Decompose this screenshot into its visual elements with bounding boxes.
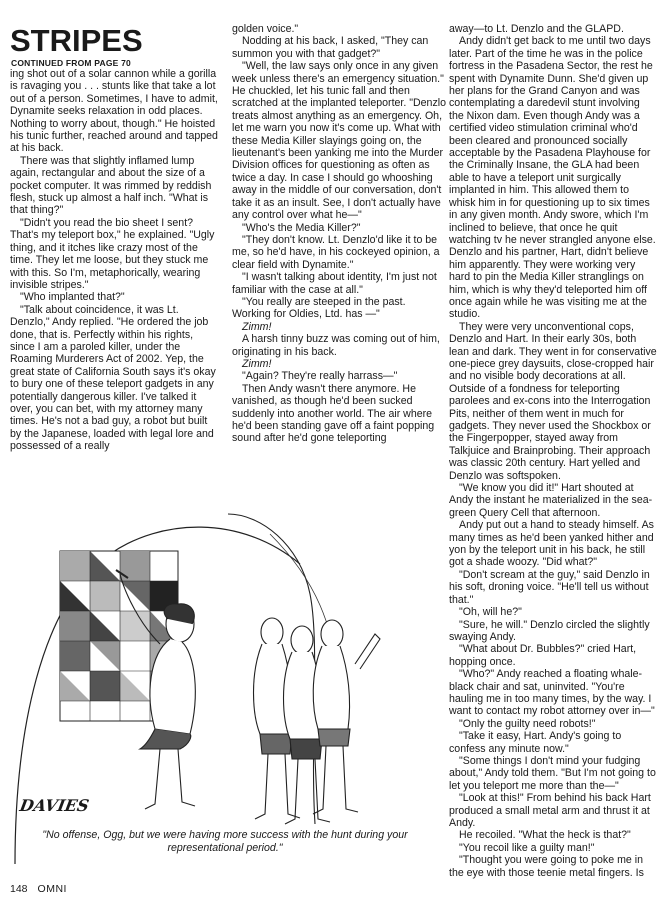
paragraph: "Oh, will he?" <box>459 606 522 619</box>
paragraph: away—to Lt. Denzlo and the GLAPD. <box>449 23 624 35</box>
paragraph: Andy didn't get back to me until two days later. Part of the time he was in the police fortress in the Pasadena Sector, the rest he spent with Dynamite Dunn. She'd given up her plans for the Grand Canyon and was contemplating a daredevil stunt involving the Nixon dam. Even though Andy was a certified video stimulation criminal who'd been cleared and pronounced socially acceptable by the Pasadena Playhouse for the Criminally Insane, the GLA had been able to have a teleport unit surgically implanted in him. This allowed them to whisk him in for questioning up to six times in any given month. Andy swore, which I'm inclined to believe, that once he quit watching tv he never strangled anyone else. Denzlo and his partner, Hart, didn't believe him apparently. They were working very hard to pin the Media Killer stranglings on him, which is why they'd teleported him off once again while he was visiting me at the studio. <box>449 35 656 321</box>
paragraph: "Who's the Media Killer?" <box>242 221 361 234</box>
paragraph: "Who implanted that?" <box>20 291 125 304</box>
artist-signature: DAVIES <box>18 796 91 815</box>
article-title: STRIPES <box>10 23 143 58</box>
paragraph: "Take it easy, Hart. Andy's going to confess any minute now." <box>449 730 622 755</box>
continued-from-note: CONTINUED FROM PAGE 70 <box>11 58 131 68</box>
paragraph: "Well, the law says only once in any given week unless there's an emergency situation." He chuckled, let his tunic fall and then scratched at the implanted teleporter. "Denzlo treats almost anything as an emergency. Oh, let me warn you now it's come up. What with these Media Killer slayings going on, the lieutenant's been yanking me into the Murder Division offices for questioning as often as twice a day. In case I should go whooshing away in the middle of our conversation, don't take it as an insult. See, I don't actually have any control over what he—" <box>232 60 446 222</box>
paragraph: "You really are steeped in the past. Working for Oldies, Ltd. has —" <box>232 295 406 321</box>
paragraph: Zimm! <box>242 320 272 333</box>
page-number: 148 <box>10 883 28 895</box>
paragraph: Andy put out a hand to steady himself. As many times as he'd been yanked hither and yon by the teleport unit in his back, he still got a shade woozy. "Did what?" <box>449 519 654 569</box>
paragraph: There was that slightly inflamed lump again, rectangular and about the size of a pocket computer. It was rimmed by reddish flesh, stuck up almost a half inch. "What is that thing?" <box>10 154 212 217</box>
paragraph: golden voice." <box>232 23 299 35</box>
text-column-2 <box>232 23 447 445</box>
paragraph: "Who?" Andy reached a floating whale-black chair and sat, uninvited. "You're hauling me in too many times, by the way. I want to contact my robot attorney over in—" <box>449 668 655 718</box>
paragraph: Nodding at his back, I asked, "They can summon you with that gadget?" <box>232 35 429 60</box>
paragraph: ing shot out of a solar cannon while a gorilla is ravaging you . . . stunts like that take a lot out of a person. Sometimes, I have to admit, Dynamite seeks relaxation in odd places. Nothing to worry about, though." He hoisted his tunic further, reached around and tapped at his back. <box>10 68 218 155</box>
paragraph: "I wasn't talking about identity, I'm just not familiar with the case at all." <box>232 271 437 296</box>
paragraph: "Talk about coincidence, it was Lt. Denzlo," Andy replied. "He ordered the job done, that is. Perfectly within his rights, since I am a paroled killer, under the Roaming Murderers Act of 2002. Yep, the great state of California South says it's okay to bury one of these teleport gadgets in any potentially dangerous killer. I've talked it over, you can bet, with my attorney many times. He's not a bad guy, a robot but built by the Japanese, loaded with legal lore and possessed of a really <box>10 303 216 453</box>
paragraph: "Some things I don't mind your fudging about," Andy told them. "But I'm not going to let you teleport me more than the—" <box>449 754 656 792</box>
paragraph: "What about Dr. Bubbles?" cried Hart, hopping once. <box>449 643 637 668</box>
paragraph: "Again? They're really harrass—" <box>242 370 398 383</box>
paragraph: "We know you did it!" Hart shouted at Andy the instant he materialized in the sea-green Query Cell that afternoon. <box>449 482 653 519</box>
paragraph: A harsh tinny buzz was coming out of him, originating in his back. <box>232 333 440 358</box>
paragraph: "Thought you were going to poke me in the eye with those teenie metal fingers. Is <box>449 854 644 879</box>
cartoon-caption: "No offense, Ogg, but we were having more success with the hunt during your representational period." <box>42 829 408 854</box>
paragraph: "Look at this!" From behind his back Hart produced a small metal arm and thrust it at Andy. <box>449 792 651 829</box>
text-column-3 <box>449 23 657 879</box>
paragraph: "Only the guilty need robots!" <box>459 717 596 730</box>
magazine-name: OMNI <box>37 883 67 895</box>
paragraph: Then Andy wasn't there anymore. He vanished, as though he'd been sucked suddenly into another world. The air where he'd been standing gave off a faint popping sound after he'd gone teleporting <box>232 382 435 445</box>
text-column-1 <box>10 68 218 453</box>
onlooker-cavemen <box>254 618 381 824</box>
paragraph: "Don't scream at the guy," said Denzlo in his soft, droning voice. "He'll tell us without that." <box>449 568 650 606</box>
paragraph: "You recoil like a guilty man!" <box>459 841 595 854</box>
paragraph: "They don't know. Lt. Denzlo'd like it to be me, so he'd have, in his cockeyed opinion, a clear field with Dynamite." <box>232 233 440 271</box>
page-footer <box>10 883 67 895</box>
paragraph: They were very unconventional cops, Denzlo and Hart. In their early 30s, both lean and dark. They went in for conservative one-piece grey daysuits, close-cropped hair and no visible body decorations at all. Outside of a fondness for teleporting parolees and ex-cons into the Interrogation Pits, neither of them went in much for gadgets. They never used the Shockbox or the Fingerpopper, stayed away from Talkjuice and Brainprobing. Their approach was classic 20th century. Hart yelled and Denzlo was softspoken. <box>449 320 657 482</box>
paragraph: Zimm! <box>242 357 272 370</box>
paragraph: "Didn't you read the bio sheet I sent? That's my teleport box," he explained. "Ugly thing, and it itches like crazy most of the time. They let me loose, but they stuck me with this. So I'm, metaphorically, wearing invisible stripes." <box>10 216 215 291</box>
paragraph: He recoiled. "What the heck is that?" <box>459 829 631 842</box>
paragraph: "Sure, he will." Denzlo circled the slightly swaying Andy. <box>449 618 650 643</box>
